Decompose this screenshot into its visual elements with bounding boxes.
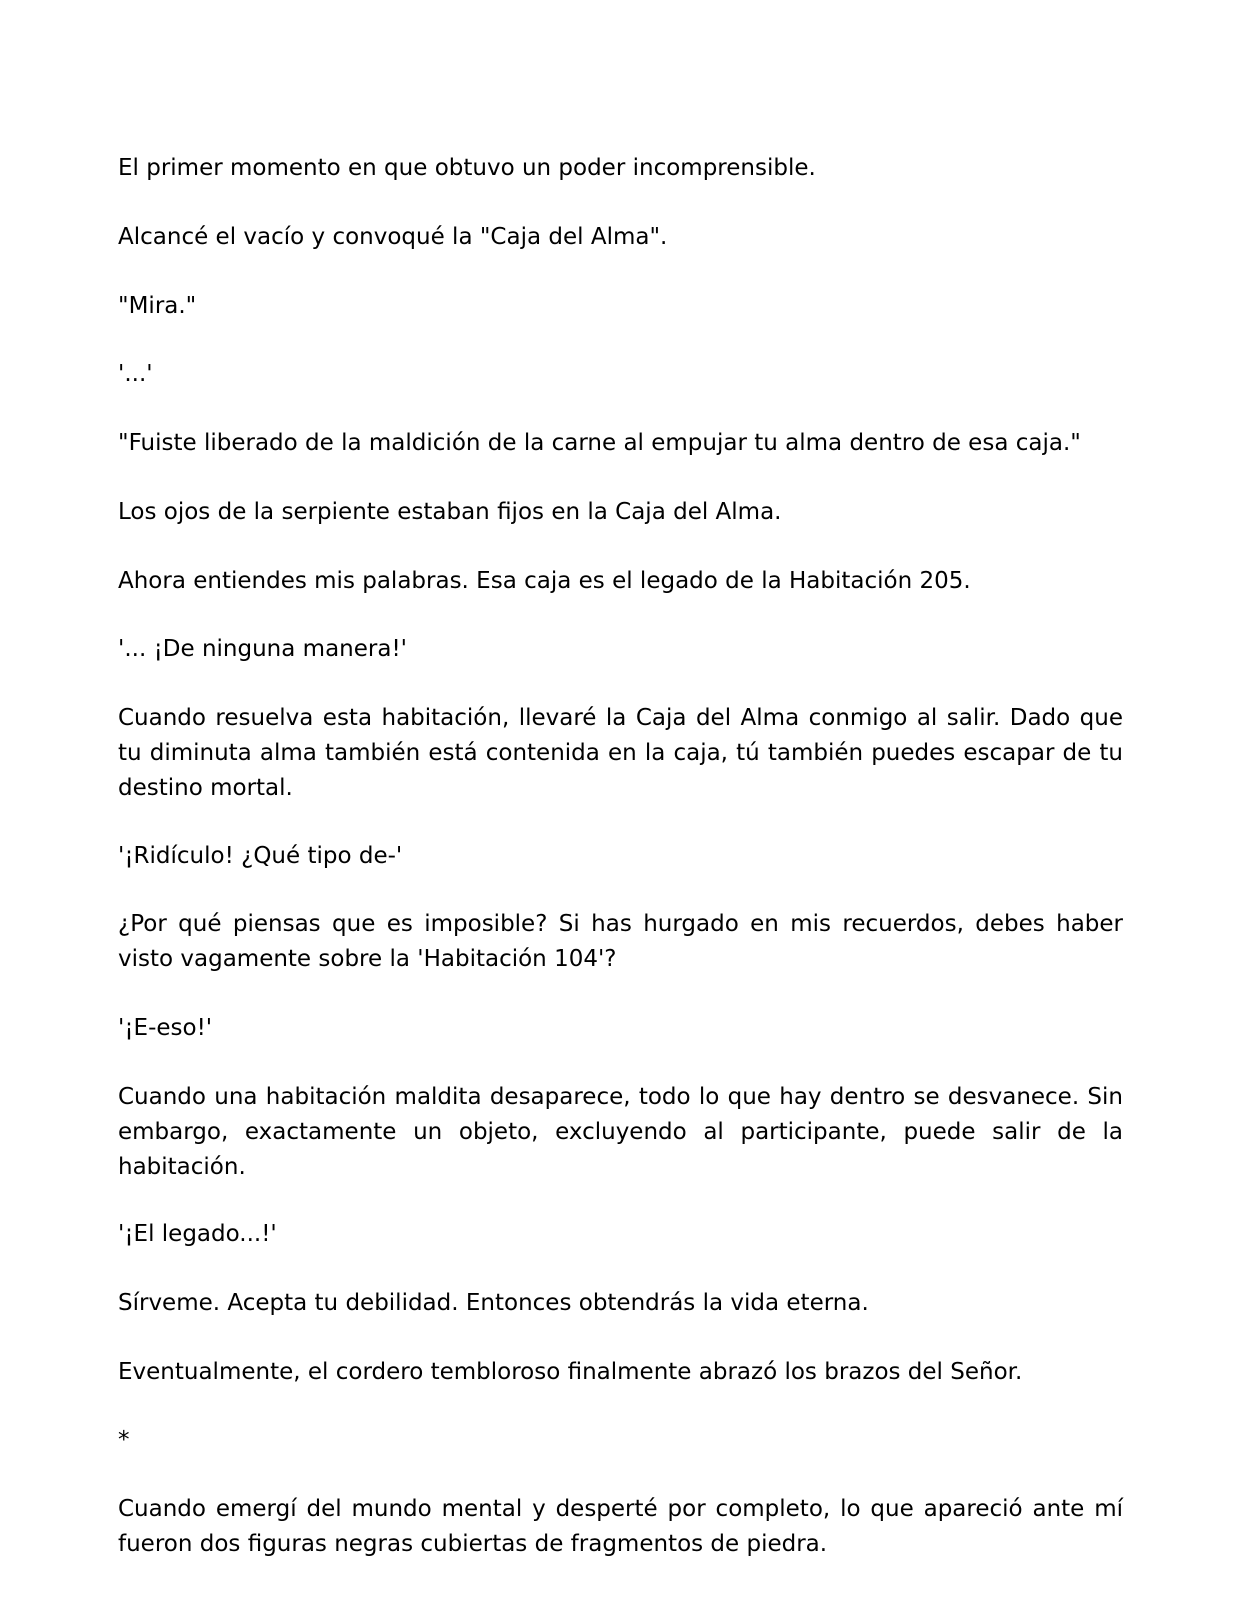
paragraph-6: Los ojos de la serpiente estaban fijos en la Caja del Alma. <box>118 499 782 525</box>
paragraph-16: Eventualmente, el cordero tembloroso finalmente abrazó los brazos del Señor. <box>118 1359 1023 1385</box>
scene-break: * <box>118 1427 130 1453</box>
paragraph-12: '¡E-eso!' <box>118 1015 213 1041</box>
paragraph-9: Cuando resuelva esta habitación, llevaré la Caja del Alma conmigo al salir. Dado que tu diminuta alma también está contenida en la caja, tú también puedes escapar de tu destino mortal. <box>118 705 1123 801</box>
paragraph-10: '¡Ridículo! ¿Qué tipo de-' <box>118 843 403 869</box>
paragraph-3: "Mira." <box>118 293 197 319</box>
paragraph-5: "Fuiste liberado de la maldición de la carne al empujar tu alma dentro de esa caja." <box>118 430 1081 456</box>
paragraph-2: Alcancé el vacío y convoqué la "Caja del Alma". <box>118 224 668 250</box>
paragraph-11: ¿Por qué piensas que es imposible? Si has hurgado en mis recuerdos, debes haber visto vagamente sobre la 'Habitación 104'? <box>118 911 1123 972</box>
paragraph-15: Sírveme. Acepta tu debilidad. Entonces obtendrás la vida eterna. <box>118 1290 869 1316</box>
paragraph-7: Ahora entiendes mis palabras. Esa caja es el legado de la Habitación 205. <box>118 568 971 594</box>
paragraph-17: Cuando emergí del mundo mental y desperté por completo, lo que apareció ante mí fueron dos figuras negras cubiertas de fragmentos de piedra. <box>118 1496 1123 1557</box>
paragraph-1: El primer momento en que obtuvo un poder incomprensible. <box>118 155 816 181</box>
paragraph-14: '¡El legado...!' <box>118 1221 277 1247</box>
paragraph-4: '...' <box>118 361 153 387</box>
paragraph-13: Cuando una habitación maldita desaparece, todo lo que hay dentro se desvanece. Sin embargo, exactamente un objeto, excluyendo al participante, puede salir de la habitación. <box>118 1084 1123 1180</box>
paragraph-8: '... ¡De ninguna manera!' <box>118 636 407 662</box>
